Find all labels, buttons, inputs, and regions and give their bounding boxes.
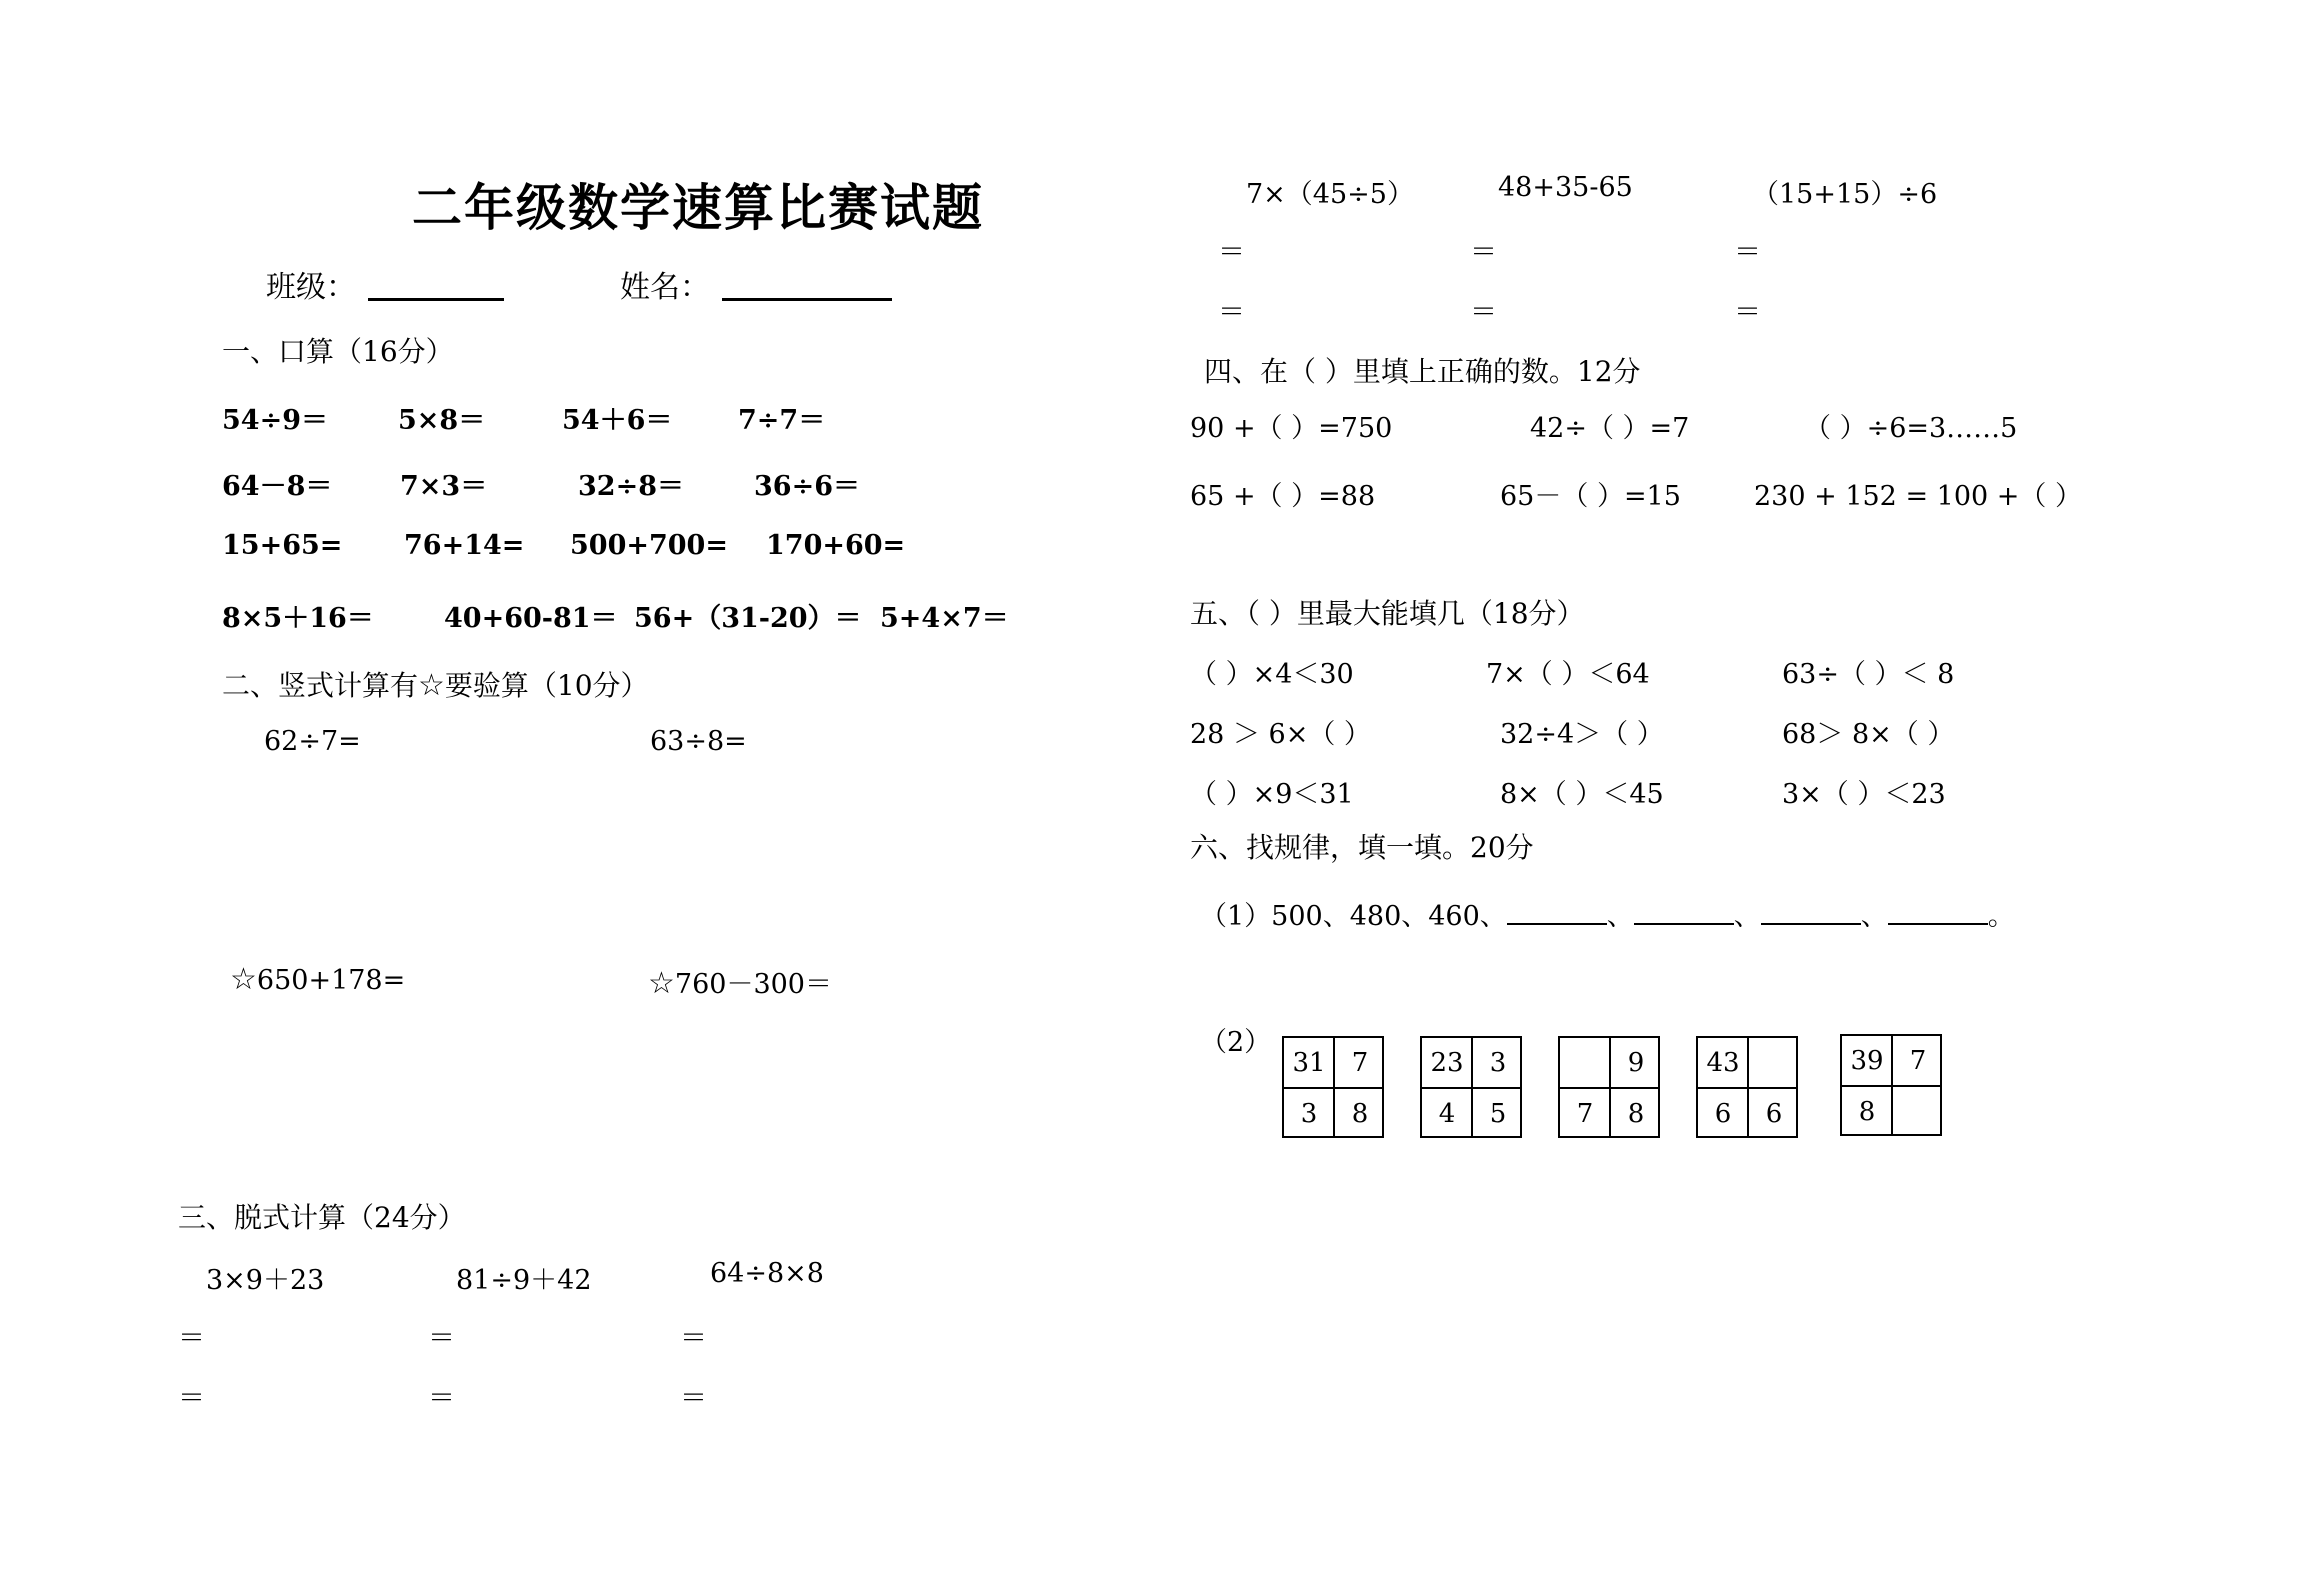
fill-item: 65－（ ）=15	[1500, 481, 1681, 512]
equals-sign: ＝	[1470, 237, 1497, 268]
oral-item: 76+14=	[404, 530, 525, 561]
equals-sign: ＝	[1218, 237, 1245, 268]
fill-item: （ ）÷6=3……5	[1804, 413, 2018, 444]
equals-sign: ＝	[1470, 297, 1497, 328]
vertical-calc-item-starred: ☆650+178=	[230, 962, 406, 997]
oral-item: 5+4×7＝	[880, 603, 1009, 634]
pattern-q1: （1）500、480、460、 、 、 、 。	[1200, 901, 2015, 932]
max-fill-item: 3×（ ）＜23	[1782, 779, 1946, 810]
oral-item: 7×3＝	[400, 471, 488, 502]
section-2-heading-post: 要验算（10分）	[444, 669, 649, 702]
section-2-heading	[222, 664, 649, 704]
star-icon: ☆	[648, 966, 675, 1001]
oral-item: 15+65=	[222, 530, 343, 561]
oral-item: 36÷6＝	[754, 471, 860, 502]
step-calc-expr: 64÷8×8	[710, 1258, 824, 1289]
number-grid: 9 7 8	[1558, 1036, 1660, 1138]
section-5-heading: 五、（ ）里最大能填几（18分）	[1190, 597, 1585, 630]
equals-sign: ＝	[1734, 297, 1761, 328]
oral-item: 7÷7＝	[738, 405, 826, 436]
fill-item: 90 +（ ）=750	[1190, 413, 1393, 444]
name-label: 姓名：	[620, 270, 710, 305]
step-calc-expr: 81÷9＋42	[456, 1265, 592, 1296]
class-label: 班级：	[266, 270, 356, 305]
oral-item: 40+60-81＝	[444, 603, 618, 634]
max-fill-item: 8×（ ）＜45	[1500, 779, 1664, 810]
oral-item: 170+60=	[766, 530, 906, 561]
step-calc-expr: 7×（45÷5）	[1246, 179, 1414, 210]
equals-sign: ＝	[428, 1323, 455, 1354]
fill-item: 230 + 152 = 100 +（ ）	[1754, 481, 2082, 512]
equals-sign: ＝	[1734, 237, 1761, 268]
max-fill-item: 68＞ 8×（ ）	[1782, 719, 1955, 750]
step-calc-expr: 3×9＋23	[206, 1265, 325, 1296]
vertical-calc-item-starred: ☆760－300＝	[648, 966, 832, 1001]
section-1-heading: 一、口算（16分）	[222, 335, 454, 368]
fill-item: 42÷（ ）=7	[1530, 413, 1690, 444]
section-3-heading: 三、脱式计算（24分）	[178, 1201, 466, 1234]
number-grid: 23 3 4 5	[1420, 1036, 1522, 1138]
section-2-heading-pre: 二、竖式计算有	[222, 669, 419, 702]
max-fill-item: 32÷4＞（ ）	[1500, 719, 1664, 750]
equals-sign: ＝	[428, 1383, 455, 1414]
number-grid: 43 6 6	[1696, 1036, 1798, 1138]
oral-item: 64－8＝	[222, 471, 333, 502]
vertical-calc-item: 63÷8=	[650, 726, 747, 757]
number-grid: 31 7 3 8	[1282, 1036, 1384, 1138]
star-icon: ☆	[230, 962, 257, 997]
step-calc-expr: （15+15）÷6	[1752, 179, 1938, 210]
oral-item: 56+（31-20）＝	[634, 603, 862, 634]
section-4-heading: 四、在（ ）里填上正确的数。12分	[1204, 355, 1641, 388]
equals-sign: ＝	[680, 1323, 707, 1354]
equals-sign: ＝	[1218, 297, 1245, 328]
equals-sign: ＝	[178, 1323, 205, 1354]
max-fill-item: 28 ＞ 6×（ ）	[1190, 719, 1371, 750]
step-calc-expr: 48+35-65	[1498, 172, 1633, 203]
oral-item: 8×5＋16＝	[222, 603, 374, 634]
oral-item: 5×8＝	[398, 405, 486, 436]
max-fill-item: （ ）×9＜31	[1190, 779, 1354, 810]
max-fill-item: 63÷（ ）＜ 8	[1782, 659, 1955, 690]
max-fill-item: （ ）×4＜30	[1190, 659, 1354, 690]
oral-item: 32÷8＝	[578, 471, 684, 502]
oral-item: 500+700=	[570, 530, 728, 561]
name-field[interactable]	[722, 298, 892, 301]
star-icon: ☆	[418, 668, 445, 703]
equals-sign: ＝	[178, 1383, 205, 1414]
section-6-heading: 六、找规律，填一填。20分	[1190, 831, 1534, 864]
pattern-q2-label: （2）	[1200, 1027, 1272, 1058]
fill-item: 65 +（ ）=88	[1190, 481, 1376, 512]
oral-item: 54＋6＝	[562, 405, 673, 436]
class-field[interactable]	[368, 298, 504, 301]
equals-sign: ＝	[680, 1383, 707, 1414]
oral-item: 54÷9＝	[222, 405, 328, 436]
number-grid: 39 7 8	[1840, 1034, 1942, 1136]
vertical-calc-item: 62÷7=	[264, 726, 361, 757]
page-title: 二年级数学速算比赛试题	[412, 178, 984, 237]
max-fill-item: 7×（ ）＜64	[1486, 659, 1650, 690]
